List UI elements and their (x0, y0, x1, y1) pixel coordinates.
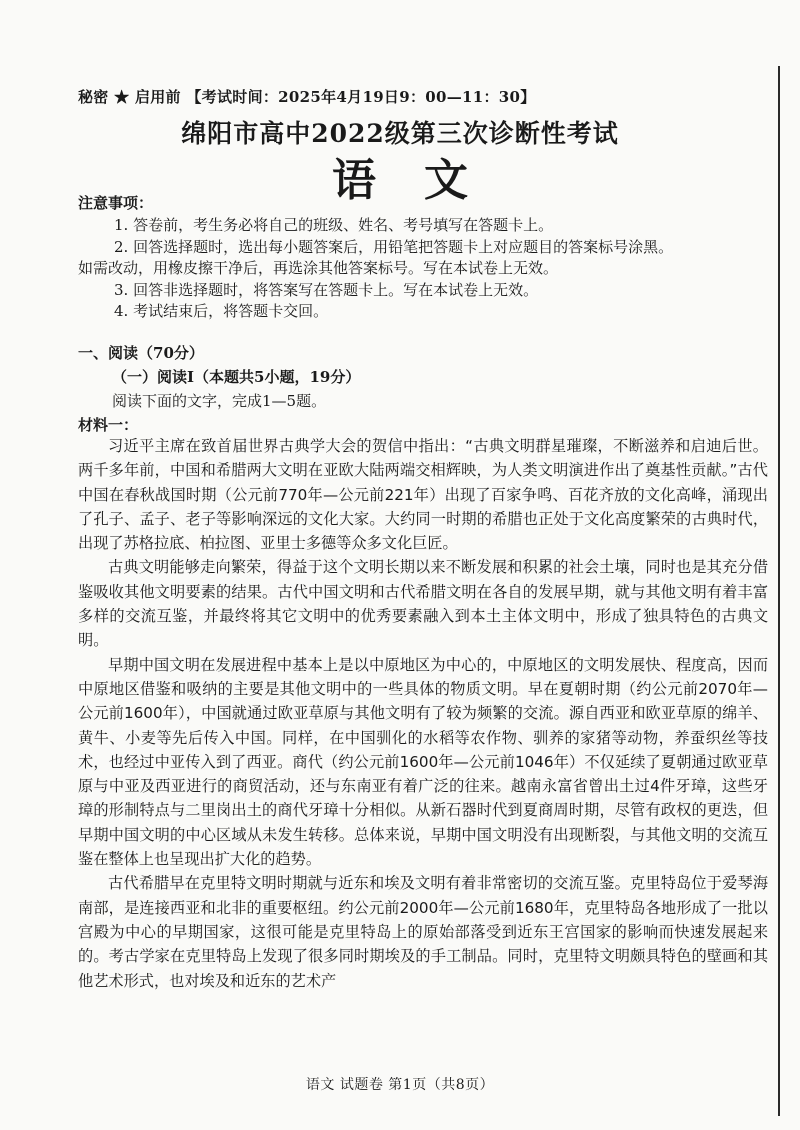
paragraph-1: 习近平主席在致首届世界古典学大会的贺信中指出：“古典文明群星璀璨，不断滋养和启迪后世。两千多年前，中国和希腊两大文明在亚欧大陆两端交相辉映，为人类文明演进作出了奠基性贡献。”古代中国在春秋战国时期（公元前770年—公元前221年）出现了百家争鸣、百花齐放的文化高峰，涌现出了孔子、孟子、老子等影响深远的文化大家。大约同一时期的希腊也正处于文化高度繁荣的古典时代，出现了苏格拉底、柏拉图、亚里士多德等众多文化巨匠。 (78, 437, 768, 553)
note-item-2: 2. 回答选择题时，选出每小题答案后，用铅笔把答题卡上对应题目的答案标号涂黑。 (114, 237, 674, 256)
material-text (78, 434, 768, 993)
exam-title: 绵阳市高中2022级第三次诊断性考试 (181, 119, 619, 148)
paragraph-3: 早期中国文明在发展进程中基本上是以中原地区为中心的，中原地区的文明发展快、程度高，因而中原地区借鉴和吸纳的主要是其他文明中的一些具体的物质文明。早在夏朝时期（约公元前2070年—公元前1600年），中国就通过欧亚草原与其他文明有了较为频繁的交流。源自西亚和欧亚草原的绵羊、黄牛、小麦等先后传入中国。同样，在中国驯化的水稻等农作物、驯养的家猪等动物，养蚕织丝等技术，也经过中亚传入到了西亚。商代（约公元前1600年—公元前1046年）不仅延续了夏朝通过欧亚草原与中亚及西亚进行的商贸活动，还与东南亚有着广泛的往来。越南永富省曾出土过4件牙璋，这些牙璋的形制特点与二里岗出土的商代牙璋十分相似。从新石器时代到夏商周时期，尽管有政权的更迭，但早期中国文明的中心区域从未发生转移。总体来说，早期中国文明没有出现断裂，与其他文明的交流互鉴在整体上也呈现出扩大化的趋势。 (78, 655, 768, 869)
paragraph-2: 古典文明能够走向繁荣，得益于这个文明长期以来不断发展和积累的社会土壤，同时也是其充分借鉴吸收其他文明要素的结果。古代中国文明和古代希腊文明在各自的发展早期，就与其他文明有着丰富多样的交流互鉴，并最终将其它文明中的优秀要素融入到本土主体文明中，形成了独具特色的古典文明。 (78, 558, 768, 650)
paragraph-4: 古代希腊早在克里特文明时期就与近东和埃及文明有着非常密切的交流互鉴。克里特岛位于爱琴海南部，是连接西亚和北非的重要枢纽。约公元前2000年—公元前1680年，克里特岛各地形成了一批以宫殿为中心的早期国家，这很可能是克里特岛上的原始部落受到近东王宫国家的影响而快速发展起来的。考古学家在克里特岛上发现了很多同时期埃及的手工制品。同时，克里特文明颇具特色的壁画和其他艺术形式，也对埃及和近东的艺术产 (78, 874, 768, 990)
section-heading: 一、阅读（70分） (78, 344, 204, 362)
subsection-heading: （一）阅读Ⅰ（本题共5小题，19分） (112, 368, 361, 386)
reading-instruction: 阅读下面的文字，完成1—5题。 (112, 392, 327, 410)
note-item-3: 3. 回答非选择题时，将答案写在答题卡上。写在本试卷上无效。 (114, 280, 539, 299)
note-item-1: 1. 答卷前，考生务必将自己的班级、姓名、考号填写在答题卡上。 (114, 216, 554, 234)
notes-list (78, 215, 768, 323)
material-label: 材料一： (78, 416, 139, 434)
notes-heading: 注意事项： (78, 194, 154, 212)
note-item-2-continued: 如需改动，用橡皮擦干净后，再选涂其他答案标号。写在本试卷上无效。 (78, 259, 559, 277)
note-item-4: 4. 考试结束后，将答题卡交回。 (114, 302, 329, 320)
subject-title: 语文 (332, 155, 516, 206)
page-footer: 语文 试题卷 第1页（共8页） (305, 1077, 495, 1093)
secret-line: 秘密 ★ 启用前 【考试时间：2025年4月19日9：00—11：30】 (78, 88, 536, 106)
